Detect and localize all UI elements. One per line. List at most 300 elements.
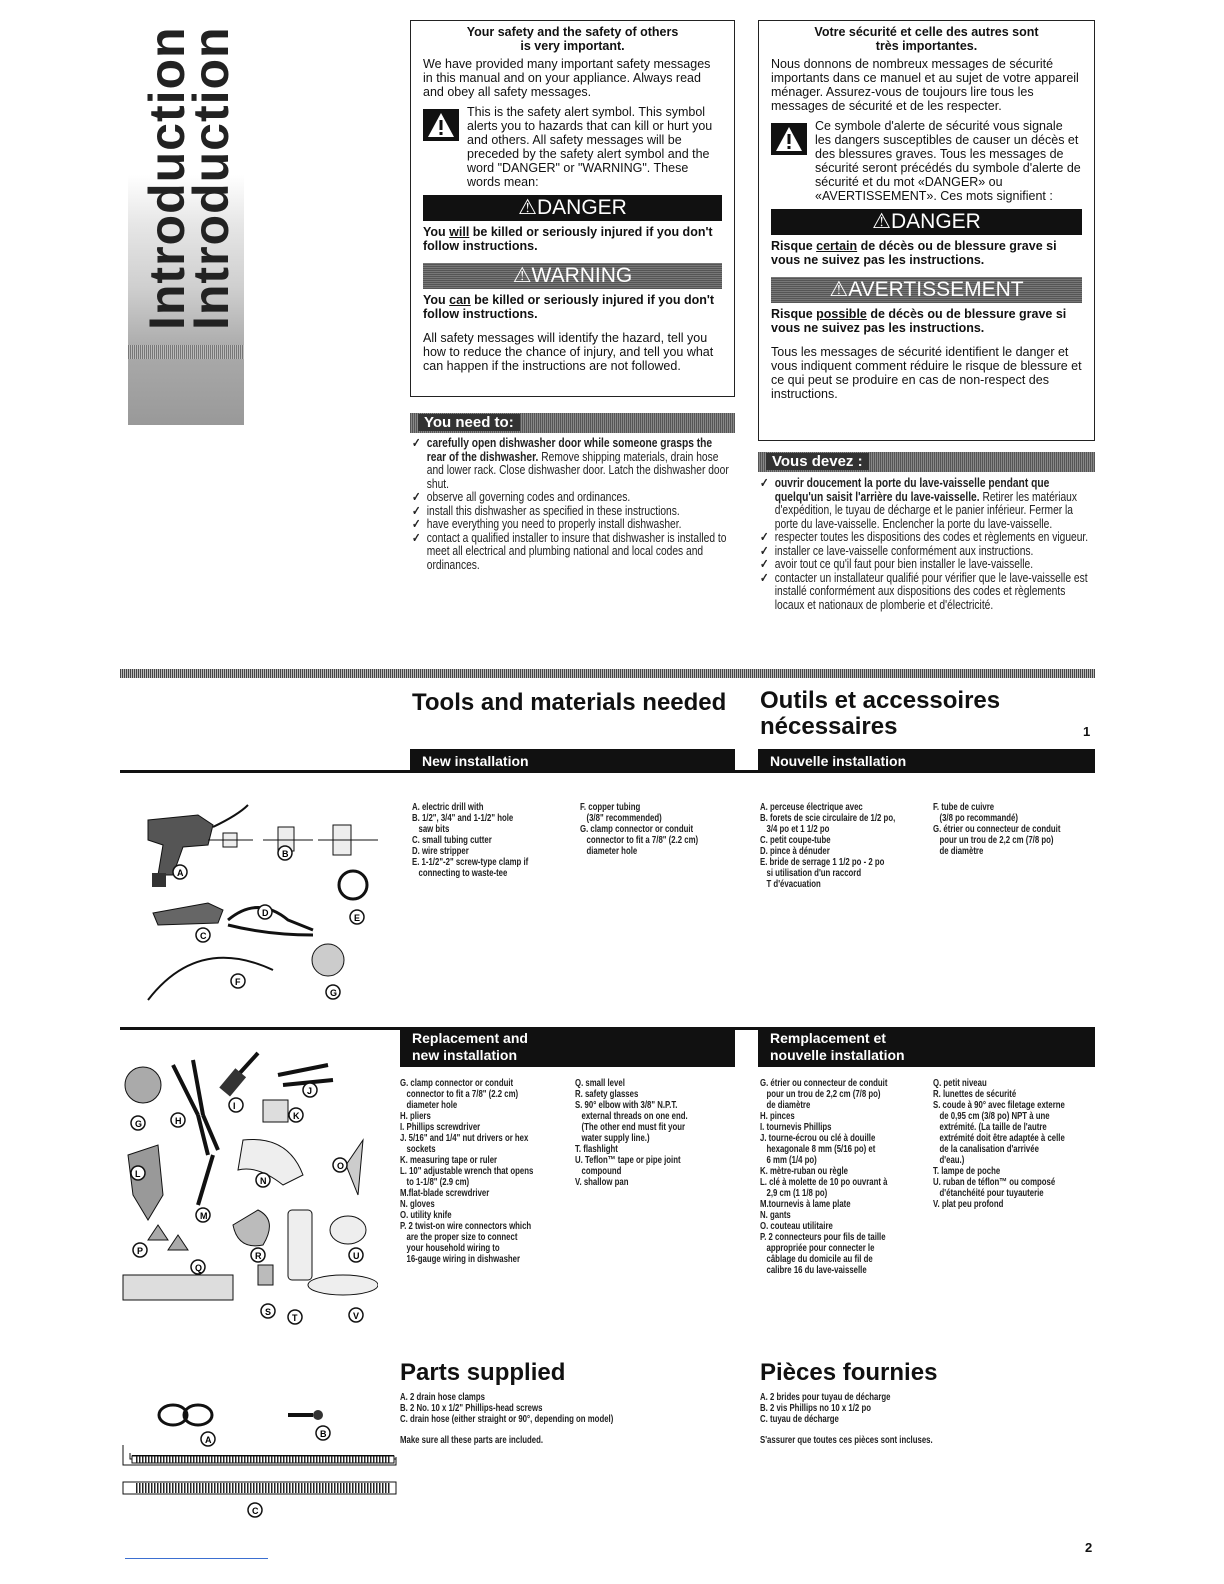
list-item: S. coude à 90° avec filetage externe — [933, 1100, 1065, 1111]
illus-label: O — [337, 1161, 345, 1171]
new-list-en-2 — [580, 802, 698, 857]
list-item: de diamètre — [760, 1100, 811, 1111]
illus-label: K — [293, 1111, 300, 1121]
warning-triangle-icon — [771, 123, 807, 155]
hose-rib — [340, 1456, 342, 1463]
hose-rib — [292, 1456, 294, 1463]
illus-label: E — [354, 913, 361, 923]
list-item: appropriée pour connecter le — [760, 1243, 875, 1254]
hose-rib — [181, 1456, 183, 1463]
hose-rib — [175, 1456, 177, 1463]
list-item: pour un trou de 2,2 cm (7/8 po) — [933, 835, 1054, 846]
list-item: câblage du domicile au fil de — [760, 1254, 873, 1265]
danger-banner-en: ⚠DANGER — [423, 195, 722, 221]
hose-rib — [232, 1483, 234, 1493]
list-item: G. étrier ou connecteur de conduit — [760, 1078, 888, 1089]
hose-rib — [169, 1483, 171, 1493]
hose-rib — [268, 1456, 270, 1463]
hose-rib — [373, 1456, 375, 1463]
illus-label: L — [135, 1169, 141, 1179]
list-item: external threads on one end. — [575, 1111, 688, 1122]
hose-rib — [208, 1483, 210, 1493]
list-item: M.flat-blade screwdriver — [400, 1188, 490, 1199]
hose-rib — [202, 1483, 204, 1493]
hose-rib — [322, 1483, 324, 1493]
hose-rib — [304, 1483, 306, 1493]
list-item: U. Teflon™ tape or pipe joint — [575, 1155, 681, 1166]
hose-rib — [307, 1483, 309, 1493]
list-item: G. clamp connector or conduit — [580, 824, 694, 835]
hose-rib — [328, 1483, 330, 1493]
list-item: 3/4 po et 1 1/2 po — [760, 824, 830, 835]
hose-rib — [316, 1483, 318, 1493]
hose-rib — [169, 1456, 171, 1463]
sidebar-band-stripes — [128, 345, 244, 359]
hose-rib — [343, 1456, 345, 1463]
hose-rib — [163, 1483, 165, 1493]
illus-label: I — [233, 1101, 236, 1111]
list-item: A. 2 drain hose clamps — [400, 1392, 485, 1403]
hose-rib — [358, 1456, 360, 1463]
hose-rib — [268, 1483, 270, 1493]
list-item: 2,9 cm (1 1/8 po) — [760, 1188, 828, 1199]
list-item: compound — [575, 1166, 622, 1177]
replacement-bar-en: Replacement and new installation — [400, 1027, 735, 1067]
list-item: to 1-1/8" (2.9 cm) — [400, 1177, 470, 1188]
illus-label: C — [200, 931, 207, 941]
danger-message-fr: Risque certain de décès ou de blessure grave si vous ne suivez pas les instructions. — [771, 239, 1057, 267]
hose-rib — [343, 1483, 345, 1493]
list-item: ✓ respecter toutes les dispositions des codes et règlements en vigueur. — [760, 530, 1089, 544]
list-item: G. étrier ou connecteur de conduit — [933, 824, 1061, 835]
hose-rib — [337, 1483, 339, 1493]
hose-rib — [361, 1483, 363, 1493]
hose-rib — [136, 1483, 138, 1493]
hose-rib — [226, 1483, 228, 1493]
hose-rib — [202, 1456, 204, 1463]
hose-rib — [265, 1483, 267, 1493]
illus-label: U — [353, 1251, 360, 1261]
hose-rib — [310, 1456, 312, 1463]
safety-intro-fr: Nous donnons de nombreux messages de sécurité importants dans ce manuel et au sujet de votre appareil ménager. Assurez-vous de toujours lire tous les messages de sécurité et de les respecter. — [771, 57, 1079, 113]
hose-rib — [250, 1483, 252, 1493]
safety-symbol-row-fr — [771, 119, 1082, 203]
parts-note-en: Make sure all these parts are included. — [400, 1435, 544, 1446]
illus-label: B — [320, 1429, 327, 1439]
new-installation-bar-fr: Nouvelle installation — [758, 749, 1095, 773]
illus-label: M — [200, 1211, 208, 1221]
list-item: calibre 16 du lave-vaisselle — [760, 1265, 867, 1276]
list-item: T. lampe de poche — [933, 1166, 1001, 1177]
list-item: C. drain hose (either straight or 90°, depending on model) — [400, 1414, 614, 1425]
hose-rib — [274, 1483, 276, 1493]
list-item: 16-gauge wiring in dishwasher — [400, 1254, 521, 1265]
parts-list-en — [400, 1392, 613, 1425]
footer-link-line — [125, 1558, 268, 1559]
hose-rib — [178, 1456, 180, 1463]
illus-label: Q — [195, 1263, 203, 1273]
hose-rib — [172, 1456, 174, 1463]
hose-rib — [367, 1483, 369, 1493]
hose-rib — [154, 1456, 156, 1463]
danger-banner-fr: ⚠DANGER — [771, 209, 1082, 235]
hose-rib — [223, 1456, 225, 1463]
list-item: H. pliers — [400, 1111, 431, 1122]
list-item: are the proper size to connect — [400, 1232, 518, 1243]
page-number-2: 2 — [1085, 1540, 1093, 1555]
hose-rib — [181, 1483, 183, 1493]
hose-rib — [379, 1456, 381, 1463]
list-item: de diamètre — [933, 846, 984, 857]
hose-rib — [217, 1456, 219, 1463]
list-item: C. small tubing cutter — [412, 835, 492, 846]
hose-rib — [259, 1483, 261, 1493]
need-list-en — [412, 437, 732, 572]
list-item: ✓ contacter un installateur qualifié pour vérifier que le lave-vaisselle est installé conformément aux dispositions des codes et règlements locaux et nationaux de plomberie et d'électricité. — [760, 570, 1088, 612]
sidebar-title-en: Introduction — [139, 26, 195, 330]
list-item: J. tourne-écrou ou clé à douille — [760, 1133, 876, 1144]
hose-rib — [316, 1456, 318, 1463]
hose-rib — [166, 1456, 168, 1463]
list-item: sockets — [400, 1144, 436, 1155]
hose-rib — [262, 1456, 264, 1463]
hose-rib — [298, 1456, 300, 1463]
hose-rib — [277, 1483, 279, 1493]
list-item: B. 2 vis Phillips no 10 x 1/2 po — [760, 1403, 871, 1414]
tools-heading-en: Tools and materials needed — [412, 689, 727, 716]
list-item: R. lunettes de sécurité — [933, 1089, 1017, 1100]
hose-rib — [160, 1456, 162, 1463]
hose-rib — [157, 1483, 159, 1493]
hose-rib — [184, 1456, 186, 1463]
hose-rib — [364, 1483, 366, 1493]
safety-title-fr: Votre sécurité et celle des autres sont très importantes. — [814, 25, 1039, 53]
hose-rib — [241, 1483, 243, 1493]
hose-rib — [322, 1456, 324, 1463]
safety-box-fr — [758, 20, 1095, 441]
hose-rib — [286, 1456, 288, 1463]
hose-rib — [331, 1456, 333, 1463]
hose-rib — [250, 1456, 252, 1463]
list-item: O. couteau utilitaire — [760, 1221, 833, 1232]
safety-closing-en: All safety messages will identify the hazard, tell you how to reduce the chance of injury, and tell you what can happen if the instructions are not followed. — [423, 331, 714, 373]
list-item: N. gloves — [400, 1199, 435, 1210]
list-item: M.tournevis à lame plate — [760, 1199, 851, 1210]
hose-rib — [385, 1456, 387, 1463]
hose-rib — [274, 1456, 276, 1463]
hose-rib — [211, 1483, 213, 1493]
hose-rib — [307, 1456, 309, 1463]
hose-rib — [235, 1483, 237, 1493]
need-bar-en: You need to: — [410, 413, 735, 433]
list-item: D. pince à dénuder — [760, 846, 830, 857]
rep-list-fr-1 — [760, 1078, 887, 1276]
safety-closing-fr: Tous les messages de sécurité identifient le danger et vous indiquent comment réduire le risque de blessure et ce qui peut se produire en cas de non-respect des instructions. — [771, 345, 1082, 401]
list-item: H. pinces — [760, 1111, 795, 1122]
safety-intro-en: We have provided many important safety messages in this manual and on your appliance. Always read and obey all safety messages. — [423, 57, 711, 99]
hose-rib — [370, 1456, 372, 1463]
list-item: E. bride de serrage 1 1/2 po - 2 po — [760, 857, 885, 868]
hose-rib — [148, 1483, 150, 1493]
hose-rib — [280, 1456, 282, 1463]
hose-rib — [205, 1483, 207, 1493]
list-item: hexagonale 8 mm (5/16 po) et — [760, 1144, 876, 1155]
safety-symbol-row-en — [423, 105, 722, 189]
list-item: O. utility knife — [400, 1210, 452, 1221]
safety-symbol-text-fr: Ce symbole d'alerte de sécurité vous signale les dangers susceptibles de causer un décès et des blessures graves. Tous les messages de sécurité seront précédés du symbole d'alerte de sécurité et du mot «DANGER» ou «AVERTISSEMENT». Ces mots signifient : — [815, 119, 1081, 203]
illus-label: J — [307, 1086, 313, 1096]
list-item: F. tube de cuivre — [933, 802, 995, 813]
hose-rib — [328, 1456, 330, 1463]
hose-rib — [304, 1456, 306, 1463]
illus-label: G — [330, 988, 338, 998]
list-item: d'eau.) — [933, 1155, 965, 1166]
hose-rib — [247, 1483, 249, 1493]
hose-rib — [187, 1483, 189, 1493]
hose-rib — [340, 1483, 342, 1493]
hose-rib — [334, 1483, 336, 1493]
hose-rib — [292, 1483, 294, 1493]
safety-title-en: Your safety and the safety of others is very important. — [466, 25, 679, 53]
hose-rib — [388, 1483, 390, 1493]
list-item: pour un trou de 2,2 cm (7/8 po) — [760, 1089, 881, 1100]
illus-label: T — [292, 1313, 298, 1323]
list-item: E. 1-1/2"-2" screw-type clamp if — [412, 857, 529, 868]
illus-label: P — [137, 1246, 144, 1256]
list-item: extrémité. (La taille de l'autre — [933, 1122, 1047, 1133]
hose-rib — [205, 1456, 207, 1463]
list-item: I. tournevis Phillips — [760, 1122, 832, 1133]
warning-message-fr: Risque possible de décès ou de blessure grave si vous ne suivez pas les instructions. — [771, 307, 1067, 335]
parts-illustration — [118, 1385, 403, 1525]
list-item: saw bits — [412, 824, 450, 835]
list-item: B. forets de scie circulaire de 1/2 po, — [760, 813, 896, 824]
hose-rib — [139, 1456, 141, 1463]
list-item: A. electric drill with — [412, 802, 484, 813]
safety-symbol-text-en: This is the safety alert symbol. This symbol alerts you to hazards that can kill or hurt you and others. All safety messages will be preceded by the safety alert symbol and the word "DANGER" or "WARNING". These words mean: — [467, 105, 713, 189]
hose-rib — [295, 1483, 297, 1493]
list-item: si utilisation d'un raccord — [760, 868, 862, 879]
hose-rib — [193, 1456, 195, 1463]
list-item: B. 1/2", 3/4" and 1-1/2" hole — [412, 813, 514, 824]
list-item: connector to fit a 7/8" (2.2 cm) — [400, 1089, 519, 1100]
hose-rib — [259, 1456, 261, 1463]
hose-rib — [214, 1456, 216, 1463]
hose-rib — [325, 1483, 327, 1493]
hose-rib — [166, 1483, 168, 1493]
hose-rib — [244, 1456, 246, 1463]
list-item: ✓ contact a qualified installer to insure that dishwasher is installed to meet all electrical and plumbing national and local codes and ordinances. — [412, 530, 727, 572]
list-item: Q. petit niveau — [933, 1078, 987, 1089]
list-item: F. copper tubing — [580, 802, 641, 813]
new-list-en-1 — [412, 802, 528, 879]
hose-rib — [163, 1456, 165, 1463]
hose-rib — [277, 1456, 279, 1463]
illus-label: G — [135, 1119, 143, 1129]
hose-rib — [373, 1483, 375, 1493]
warning-banner-en: ⚠WARNING — [423, 263, 722, 289]
list-item: V. plat peu profond — [933, 1199, 1004, 1210]
rep-list-fr-2 — [933, 1078, 1065, 1210]
hose-rib — [379, 1483, 381, 1493]
illus-label: H — [175, 1116, 182, 1126]
hose-rib — [355, 1456, 357, 1463]
hose-rib — [139, 1483, 141, 1493]
hose-rib — [349, 1456, 351, 1463]
list-item: K. measuring tape or ruler — [400, 1155, 498, 1166]
hose-rib — [172, 1483, 174, 1493]
hose-rib — [289, 1483, 291, 1493]
hose-rib — [238, 1483, 240, 1493]
list-item: R. safety glasses — [575, 1089, 639, 1100]
hose-rib — [151, 1456, 153, 1463]
illus-label: S — [265, 1307, 272, 1317]
parts-heading-fr: Pièces fournies — [760, 1359, 938, 1386]
hose-rib — [232, 1456, 234, 1463]
list-item: ✓ have everything you need to properly install dishwasher. — [412, 517, 682, 531]
parts-list-fr — [760, 1392, 890, 1425]
list-item: V. shallow pan — [575, 1177, 629, 1188]
hose-rib — [271, 1456, 273, 1463]
hose-rib — [388, 1456, 390, 1463]
hose-rib — [382, 1456, 384, 1463]
list-item: ✓ install this dishwasher as specified in these instructions. — [412, 503, 680, 518]
hose-rib — [229, 1483, 231, 1493]
hose-rib — [145, 1483, 147, 1493]
list-item: D. wire stripper — [412, 846, 469, 857]
hose-rib — [265, 1456, 267, 1463]
hose-rib — [253, 1483, 255, 1493]
list-item: P. 2 twist-on wire connectors which — [400, 1221, 532, 1232]
tools-heading-fr: Outils et accessoires nécessaires — [760, 687, 1001, 740]
new-list-fr-2 — [933, 802, 1060, 857]
hose-rib — [193, 1483, 195, 1493]
list-item: (3/8 po recommandé) — [933, 813, 1018, 824]
replacement-bar-fr: Remplacement et nouvelle installation — [758, 1027, 1095, 1067]
illus-label: D — [262, 908, 269, 918]
hose-rib — [241, 1456, 243, 1463]
list-item: G. clamp connector or conduit — [400, 1078, 514, 1089]
page-number-1: 1 — [1083, 724, 1091, 739]
list-item: S. 90° elbow with 3/8" N.P.T. — [575, 1100, 678, 1111]
parts-heading-en: Parts supplied — [400, 1359, 566, 1386]
hose-rib — [148, 1456, 150, 1463]
hose-rib — [352, 1456, 354, 1463]
list-item: A. 2 brides pour tuyau de décharge — [760, 1392, 891, 1403]
list-item: water supply line.) — [575, 1133, 650, 1144]
list-item: L. 10" adjustable wrench that opens — [400, 1166, 534, 1177]
hose-rib — [247, 1456, 249, 1463]
hose-rib — [376, 1456, 378, 1463]
list-item: de la canalisation d'arrivée — [933, 1144, 1039, 1155]
rep-list-en-1 — [400, 1078, 533, 1265]
list-item: ✓ ouvrir doucement la porte du lave-vaisselle pendant que quelqu'un saisit l'arrière du lave-vaisselle. Retirer les matériaux d'expédition, le tuyau de décharge et le panier inférieur. Fermer la porte du lave-vaisselle. Enclencher la porte du lave-vaisselle. — [760, 476, 1078, 531]
hose-rib — [256, 1483, 258, 1493]
new-installation-bar-en: New installation — [410, 749, 735, 773]
safety-box-en — [410, 20, 735, 397]
hose-rib — [376, 1483, 378, 1493]
hose-rib — [283, 1483, 285, 1493]
list-item: de 0,95 cm (3/8 po) NPT à une — [933, 1111, 1050, 1122]
list-item: B. 2 No. 10 x 1/2" Phillips-head screws — [400, 1403, 543, 1414]
list-item: A. perceuse électrique avec — [760, 802, 863, 813]
hose-rib — [286, 1483, 288, 1493]
hose-rib — [238, 1456, 240, 1463]
hose-rib — [142, 1456, 144, 1463]
hose-rib — [271, 1483, 273, 1493]
hose-rib — [337, 1456, 339, 1463]
list-item: ✓ observe all governing codes and ordinances. — [412, 490, 631, 504]
hose-rib — [367, 1456, 369, 1463]
hose-rib — [160, 1483, 162, 1493]
list-item: L. clé à molette de 10 po ouvrant à — [760, 1177, 888, 1188]
hose-rib — [220, 1483, 222, 1493]
danger-message-en: You will be killed or seriously injured if you don't follow instructions. — [423, 225, 713, 253]
hose-rib — [190, 1456, 192, 1463]
illus-label: F — [235, 977, 241, 987]
hose-rib — [196, 1456, 198, 1463]
illus-label: A — [177, 868, 184, 878]
hose-rib — [289, 1456, 291, 1463]
hose-rib — [298, 1483, 300, 1493]
hose-rib — [208, 1456, 210, 1463]
list-item: diameter hole — [400, 1100, 458, 1111]
list-item: ✓ avoir tout ce qu'il faut pour bien installer le lave-vaisselle. — [760, 557, 1034, 571]
hose-rib — [226, 1456, 228, 1463]
hose-rib — [157, 1456, 159, 1463]
hose-rib — [352, 1483, 354, 1493]
hose-rib — [142, 1483, 144, 1493]
hose-rib — [244, 1483, 246, 1493]
list-item: C. tuyau de décharge — [760, 1414, 839, 1425]
hose-rib — [301, 1483, 303, 1493]
page-divider — [120, 669, 1095, 678]
hose-rib — [382, 1483, 384, 1493]
illus-label: N — [260, 1176, 267, 1186]
sidebar-title-fr: Introduction — [183, 26, 239, 330]
hose-rib — [217, 1483, 219, 1493]
list-item: N. gants — [760, 1210, 791, 1221]
hose-rib — [364, 1456, 366, 1463]
hose-rib — [346, 1456, 348, 1463]
list-item: extrémité doit être adaptée à celle — [933, 1133, 1065, 1144]
illus-label: B — [282, 849, 289, 859]
hose-rib — [199, 1456, 201, 1463]
hose-rib — [385, 1483, 387, 1493]
list-item: T. flashlight — [575, 1144, 618, 1155]
list-item: T d'évacuation — [760, 879, 821, 890]
hose-rib — [325, 1456, 327, 1463]
list-item: K. mètre-ruban ou règle — [760, 1166, 848, 1177]
illus-label: C — [252, 1506, 259, 1516]
hose-rib — [280, 1483, 282, 1493]
hose-rib — [319, 1456, 321, 1463]
replacement-tools-illustration — [118, 1045, 378, 1330]
list-item: ✓ carefully open dishwasher door while someone grasps the rear of the dishwasher. Remove shipping materials, drain hose and lower rack. Close dishwasher door. Latch the dishwasher door shut. — [412, 436, 729, 491]
hose-rib — [301, 1456, 303, 1463]
hose-rib — [295, 1456, 297, 1463]
list-item: ✓ installer ce lave-vaisselle conformément aux instructions. — [760, 543, 1034, 558]
illus-label: R — [255, 1251, 262, 1261]
hose-rib — [361, 1456, 363, 1463]
hose-rib — [199, 1483, 201, 1493]
hose-rib — [211, 1456, 213, 1463]
illus-label: V — [353, 1311, 360, 1321]
list-item: P. 2 connecteurs pour fils de taille — [760, 1232, 886, 1243]
list-item: (The other end must fit your — [575, 1122, 686, 1133]
hose-rib — [262, 1483, 264, 1493]
list-item: diameter hole — [580, 846, 638, 857]
